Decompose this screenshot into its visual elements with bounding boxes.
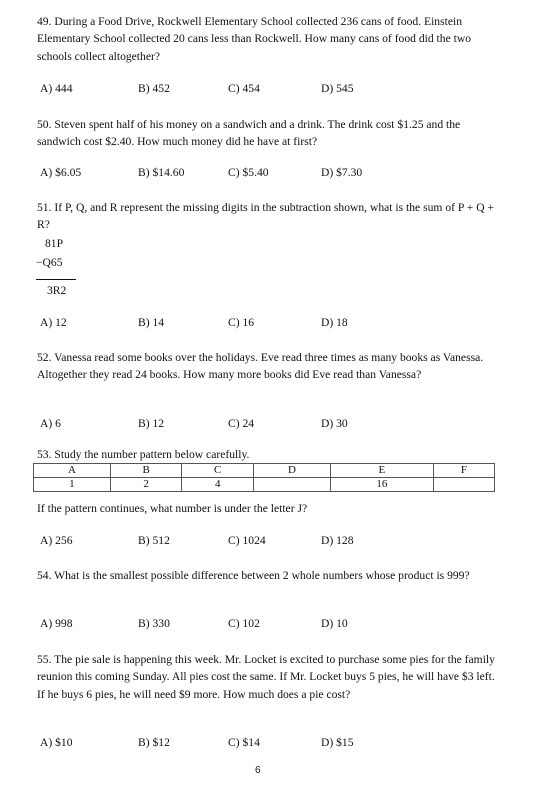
question-text: 54. What is the smallest possible difference between 2 whole numbers whose product is 999? [37, 569, 470, 582]
number-pattern-table [33, 463, 495, 492]
question-51 [37, 199, 497, 234]
choice-d: D) 10 [321, 617, 348, 630]
table-cell: 1 [34, 478, 111, 492]
table-header-cell: A [34, 464, 111, 478]
choice-c: C) 102 [228, 617, 260, 630]
answer-choices-50 [40, 164, 500, 180]
choice-d: D) $15 [321, 736, 354, 749]
choice-a: A) $10 [40, 736, 73, 749]
question-text: 55. The pie sale is happening this week. Mr. Locket is excited to purchase some pies for the family reunion this coming Sunday. All pies cost the same. If Mr. Locket buys 5 pies, he will have $3 left. If he buys 6 pies, he will need $9 more. How much does a pie cost? [37, 653, 495, 701]
choice-c: C) $5.40 [228, 166, 269, 179]
answer-choices-52 [40, 415, 500, 431]
answer-choices-51 [40, 314, 500, 330]
choice-b: B) $14.60 [138, 166, 185, 179]
subtraction-difference: 3R2 [47, 284, 67, 297]
question-55 [37, 651, 497, 703]
choice-b: B) 14 [138, 316, 165, 329]
table-header-cell: E [330, 464, 433, 478]
choice-d: D) $7.30 [321, 166, 363, 179]
choice-d: D) 545 [321, 82, 354, 95]
answer-choices-53 [40, 532, 500, 548]
answer-choices-54 [40, 615, 500, 631]
page-number: 6 [255, 765, 261, 776]
table-cell [254, 478, 331, 492]
choice-b: B) 452 [138, 82, 170, 95]
table-header-cell: D [254, 464, 331, 478]
question-52 [37, 349, 497, 384]
choice-c: C) 1024 [228, 534, 266, 547]
choice-b: B) $12 [138, 736, 170, 749]
table-cell: 16 [330, 478, 433, 492]
question-text: 53. Study the number pattern below carefully. [37, 448, 250, 461]
choice-c: C) 24 [228, 417, 255, 430]
choice-a: A) 6 [40, 417, 61, 430]
table-cell: 4 [182, 478, 254, 492]
question-53-followup [37, 500, 497, 517]
choice-a: A) 444 [40, 82, 73, 95]
subtraction-subtrahend: −Q65 [36, 257, 76, 280]
choice-a: A) 12 [40, 316, 67, 329]
choice-a: A) 998 [40, 617, 73, 630]
choice-d: D) 18 [321, 316, 348, 329]
table-header-cell: B [110, 464, 182, 478]
subtraction-minuend: 81P [45, 237, 64, 250]
choice-c: C) 454 [228, 82, 260, 95]
table-header-row [34, 464, 495, 478]
question-text: 49. During a Food Drive, Rockwell Elementary School collected 236 cans of food. Einstein Elementary School collected 20 cans less than Rockwell. How many cans of food did the two schools collect altogether? [37, 15, 472, 63]
question-50 [37, 116, 497, 151]
answer-choices-55 [40, 734, 500, 750]
choice-b: B) 512 [138, 534, 170, 547]
table-row [34, 478, 495, 492]
question-text: 52. Vanessa read some books over the holidays. Eve read three times as many books as Vanessa. Altogether they read 24 books. How many more books did Eve read than Vanessa? [37, 351, 484, 382]
choice-b: B) 12 [138, 417, 165, 430]
choice-b: B) 330 [138, 617, 170, 630]
question-text: 51. If P, Q, and R represent the missing digits in the subtraction shown, what is the sum of P + Q + R? [37, 201, 495, 232]
question-text: If the pattern continues, what number is under the letter J? [37, 502, 308, 515]
table-header-cell: C [182, 464, 254, 478]
choice-a: A) $6.05 [40, 166, 82, 179]
table-header-cell: F [433, 464, 494, 478]
answer-choices-49 [40, 80, 500, 96]
table-cell [433, 478, 494, 492]
choice-a: A) 256 [40, 534, 73, 547]
choice-c: C) $14 [228, 736, 260, 749]
subtraction-problem [36, 238, 76, 304]
choice-c: C) 16 [228, 316, 255, 329]
question-49 [37, 13, 497, 65]
question-text: 50. Steven spent half of his money on a sandwich and a drink. The drink cost $1.25 and the sandwich cost $2.40. How much money did he have at first? [37, 118, 461, 149]
choice-d: D) 30 [321, 417, 348, 430]
question-54 [37, 567, 497, 584]
question-53 [37, 446, 497, 463]
table-cell: 2 [110, 478, 182, 492]
choice-d: D) 128 [321, 534, 354, 547]
